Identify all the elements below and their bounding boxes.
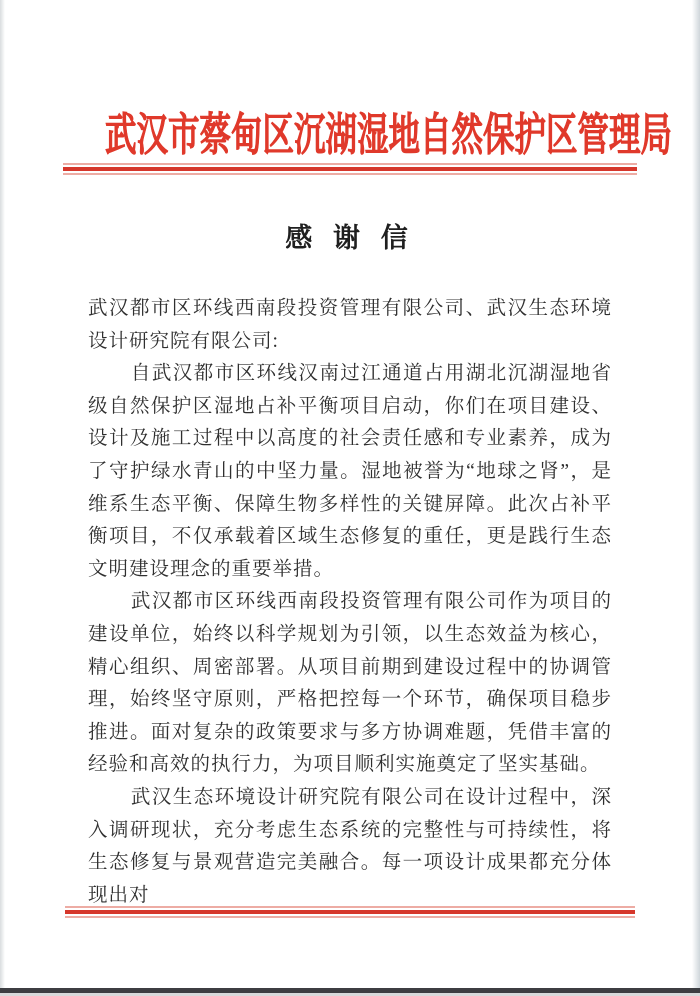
letter-paragraph: 武汉生态环境设计研究院有限公司在设计过程中，深入调研现状，充分考虑生态系统的完整性与可持续性，将生态修复与景观营造完美融合。每一项设计成果都充分体现出对 (88, 786, 612, 906)
divider-thin-line (63, 163, 637, 165)
divider-thick-line (63, 167, 637, 171)
divider-thin-line (65, 916, 635, 918)
letter-title: 感 谢 信 (285, 223, 415, 253)
letter-paragraphs (88, 358, 612, 912)
divider-thick-line (65, 910, 635, 914)
salutation: 武汉都市区环线西南段投资管理有限公司、武汉生态环境设计研究院有限公司: (88, 298, 612, 352)
letterhead-org-name: 武汉市蔡甸区沉湖湿地自然保护区管理局 (105, 110, 673, 160)
scan-edge-left (0, 0, 5, 996)
letter-body (88, 293, 612, 912)
letter-paragraph: 武汉都市区环线西南段投资管理有限公司作为项目的建设单位，始终以科学规划为引领，以生态效益为核心，精心组织、周密部署。从项目前期到建设过程中的协调管理，始终坚守原则，严格把控每一个环节，确保项目稳步推进。面对复杂的政策要求与多方协调难题，凭借丰富的经验和高效的执行力，为项目顺利实施奠定了坚实基础。 (88, 591, 612, 776)
scan-edge-right (692, 0, 700, 996)
divider-thin-line (63, 173, 637, 175)
divider-thin-line (65, 906, 635, 908)
letter-paragraph: 自武汉都市区环线汉南过江通道占用湖北沉湖湿地省级自然保护区湿地占补平衡项目启动，你们在项目建设、设计及施工过程中以高度的社会责任感和专业素养，成为了守护绿水青山的中坚力量。湿地被誉为“地球之肾”，是维系生态平衡、保障生物多样性的关键屏障。此次占补平衡项目，不仅承载着区域生态修复的重任，更是践行生态文明建设理念的重要举措。 (88, 363, 612, 580)
footer-divider (65, 906, 635, 918)
letterhead-divider (63, 163, 637, 175)
